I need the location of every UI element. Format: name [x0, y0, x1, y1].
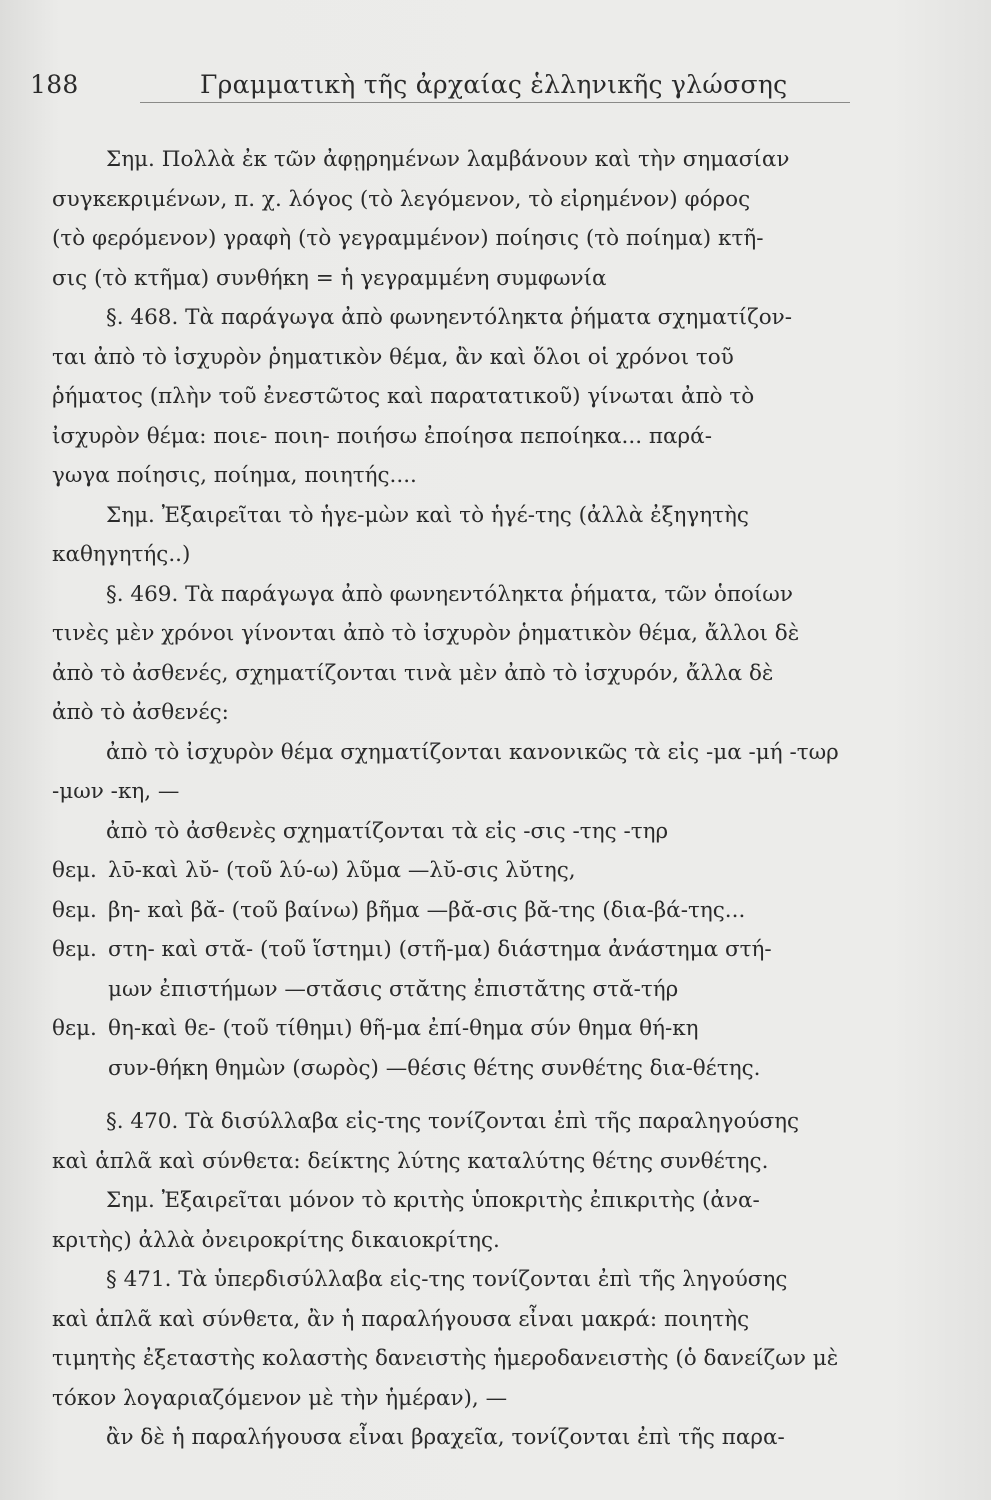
header-rule: [140, 102, 850, 103]
text-line: Σημ. Πολλὰ ἐκ τῶν ἀφῃρημένων λαμβάνουν καὶ τὴν σημασίαν: [106, 147, 790, 172]
example-line: [52, 1049, 882, 1089]
text-line: (τὸ φερόμενον) γραφὴ (τὸ γεγραμμένον) ποίησις (τὸ ποίημα) κτῆ-: [52, 226, 764, 251]
text-line: Σημ. Ἐξαιρεῖται μόνον τὸ κριτὴς ὑποκριτὴς ἐπικριτὴς (ἀνα-: [106, 1188, 760, 1213]
example-line: [52, 851, 882, 891]
text-line: τινὲς μὲν χρόνοι γίνονται ἀπὸ τὸ ἰσχυρὸν ῥηματικὸν θέμα, ἄλλοι δὲ: [52, 621, 800, 646]
example-line: [52, 891, 882, 931]
text-line: ἀπὸ τὸ ἀσθενές, σχηματίζονται τινὰ μὲν ἀπὸ τὸ ἰσχυρόν, ἄλλα δὲ: [52, 660, 774, 686]
text-line: § 471. Τὰ ὑπερδισύλλαβα εἰς-της τονίζονται ἐπὶ τῆς ληγούσης: [106, 1267, 788, 1292]
text-line: Σημ. Ἐξαιρεῖται τὸ ἡγε-μὼν καὶ τὸ ἡγέ-της (ἀλλὰ ἐξηγητὴς: [106, 502, 749, 528]
example-label: θεμ.: [52, 1016, 97, 1041]
example-label: θεμ.: [52, 858, 97, 883]
example-text: στη- καὶ στᾰ- (τοῦ ἵστημι) (στῆ-μα) διάστημα ἀνάστημα στή-: [108, 937, 772, 962]
example-text: θη-καὶ θε- (τοῦ τίθημι) θῆ-μα ἐπί-θημα σύν θημα θή-κη: [108, 1016, 699, 1041]
text-line: τιμητὴς ἐξεταστὴς κολαστὴς δανειστὴς ἡμεροδανειστὴς (ὁ δανείζων μὲ: [52, 1346, 839, 1371]
text-line: τόκον λογαριαζόμενον μὲ τὴν ἡμέραν), —: [52, 1385, 508, 1411]
text-line: κριτὴς) ἀλλὰ ὀνειροκρίτης δικαιοκρίτης.: [52, 1227, 500, 1253]
text-line: ἀπὸ τὸ ἰσχυρὸν θέμα σχηματίζονται κανονικῶς τὰ εἰς -μα -μή -τωρ: [106, 739, 839, 765]
example-text: λῡ-καὶ λῠ- (τοῦ λύ-ω) λῦμα —λῠ-σις λῠτης,: [108, 858, 576, 883]
example-line: [52, 970, 882, 1010]
spacer: [52, 1088, 882, 1102]
text-line: σις (τὸ κτῆμα) συνθήκη = ἡ γεγραμμένη συμφωνία: [52, 265, 607, 291]
text-line: ται ἀπὸ τὸ ἰσχυρὸν ῥηματικὸν θέμα, ἂν καὶ ὅλοι οἱ χρόνοι τοῦ: [52, 344, 734, 370]
text-line: καὶ ἁπλᾶ καὶ σύνθετα: δείκτης λύτης καταλύτης θέτης συνθέτης.: [52, 1148, 769, 1174]
text-line: ἀπὸ τὸ ἀσθενές:: [52, 700, 229, 725]
example-text: μων ἐπιστήμων —στᾰσις στᾰτης ἐπιστᾰτης στᾰ-τήρ: [108, 976, 679, 1002]
text-line: ἰσχυρὸν θέμα: ποιε- ποιη- ποιήσω ἐποίησα πεποίηκα... παρά-: [52, 423, 712, 449]
text-line: §. 470. Τὰ δισύλλαβα εἰς-της τονίζονται ἐπὶ τῆς παραληγούσης: [106, 1109, 800, 1134]
text-line: καὶ ἁπλᾶ καὶ σύνθετα, ἂν ἡ παραλήγουσα εἶναι μακρά: ποιητὴς: [52, 1306, 750, 1332]
example-label: θεμ.: [52, 937, 97, 962]
text-line: §. 469. Τὰ παράγωγα ἀπὸ φωνηεντόληκτα ῥήματα, τῶν ὁποίων: [106, 581, 793, 607]
text-line: ἂν δὲ ἡ παραλήγουσα εἶναι βραχεῖα, τονίζονται ἐπὶ τῆς παρα-: [106, 1425, 785, 1450]
text-line: γωγα ποίησις, ποίημα, ποιητής....: [52, 463, 417, 488]
text-line: -μων -κη, —: [52, 779, 180, 804]
example-text: βη- καὶ βᾰ- (τοῦ βαίνω) βῆμα —βᾰ-σις βᾰ-της (δια-βά-της...: [108, 897, 746, 923]
text-line: ἀπὸ τὸ ἀσθενὲς σχηματίζονται τὰ εἰς -σις -της -τηρ: [106, 818, 669, 844]
text-line: §. 468. Τὰ παράγωγα ἀπὸ φωνηεντόληκτα ῥήματα σχηματίζον-: [106, 305, 793, 330]
text-line: ῥήματος (πλὴν τοῦ ἐνεστῶτος καὶ παρατατικοῦ) γίνωται ἀπὸ τὸ: [52, 384, 755, 409]
page-body: [52, 140, 882, 1458]
example-line: [52, 1009, 882, 1049]
text-line: συγκεκριμένων, π. χ. λόγος (τὸ λεγόμενον, τὸ εἰρημένον) φόρος: [52, 186, 751, 212]
running-title: Γραμματικὴ τῆς ἀρχαίας ἑλληνικῆς γλώσσης: [200, 70, 788, 99]
example-label: θεμ.: [52, 897, 97, 923]
example-text: συν-θήκη θημὼν (σωρὸς) —θέσις θέτης συνθέτης δια-θέτης.: [108, 1055, 761, 1081]
text-line: καθηγητής..): [52, 542, 191, 567]
example-line: [52, 930, 882, 970]
page-number: 188: [30, 70, 79, 99]
